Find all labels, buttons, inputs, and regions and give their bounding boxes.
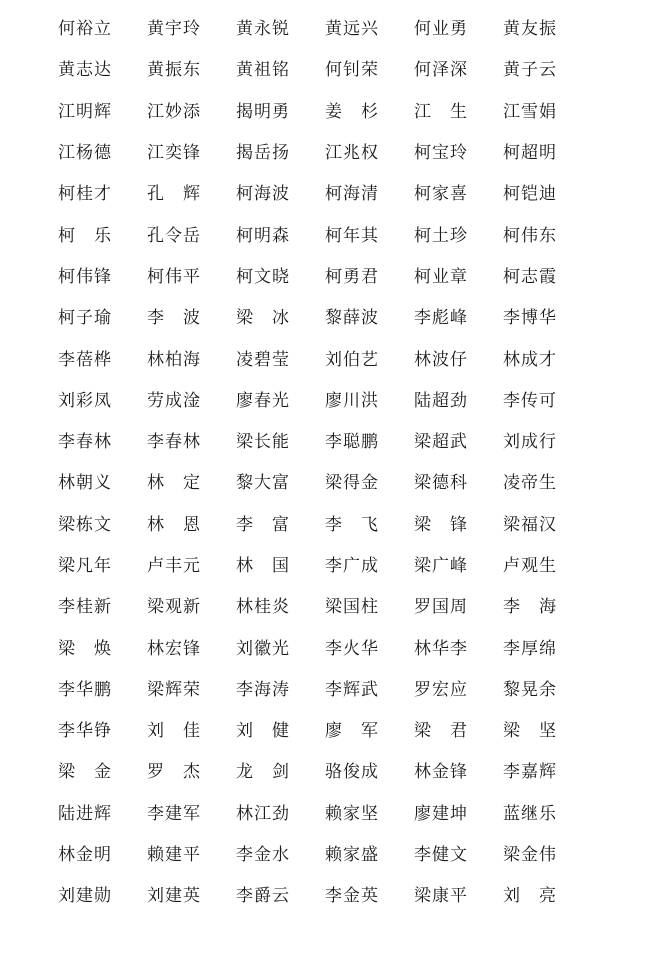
name-row [58,873,598,914]
person-name: 劳成淦 [147,390,201,411]
person-name: 蓝继乐 [503,803,557,824]
person-name: 梁福汉 [503,514,557,535]
person-name: 骆俊成 [325,762,379,783]
person-name: 刘 佳 [147,721,201,742]
person-name: 李 波 [147,308,201,329]
person-name: 梁长能 [236,432,290,453]
person-name: 揭岳扬 [236,143,290,164]
person-name: 梁栋文 [58,514,112,535]
person-name: 梁得金 [325,473,379,494]
person-name: 柯 乐 [58,225,112,246]
person-name: 江妙添 [147,101,201,122]
person-name: 黄振东 [147,60,201,81]
person-name: 梁凡年 [58,556,112,576]
name-row [58,502,598,543]
person-name: 黄祖铭 [236,60,290,81]
person-name: 梁超武 [414,432,468,453]
person-name: 林 恩 [147,514,201,535]
person-name: 江 生 [414,101,468,122]
name-list [58,6,598,915]
person-name: 江杨德 [58,143,112,164]
person-name: 赖家盛 [325,845,379,866]
person-name: 柯伟锋 [58,266,112,287]
person-name: 何钊荣 [325,60,379,81]
person-name: 黎晃余 [503,679,557,700]
person-name: 黄子云 [503,60,557,81]
person-name: 柯伟东 [503,225,557,246]
person-name: 廖 军 [325,721,379,742]
person-name: 刘建勋 [58,886,112,907]
person-name: 林成才 [503,349,557,370]
name-row [58,336,598,377]
person-name: 林宏锋 [147,638,201,659]
name-row [58,625,598,666]
name-row [58,130,598,171]
person-name: 李传可 [503,390,557,411]
person-name: 李博华 [503,308,557,329]
person-name: 江奕锋 [147,143,201,164]
person-name: 龙 剑 [236,762,290,783]
person-name: 林江劲 [236,803,290,824]
person-name: 黄远兴 [325,19,379,40]
name-row [58,378,598,419]
person-name: 李海涛 [236,679,290,700]
person-name: 梁 金 [58,762,112,783]
person-name: 李蓓桦 [58,349,112,370]
name-row [58,708,598,749]
person-name: 卢观生 [503,556,557,576]
person-name: 廖春光 [236,390,290,411]
name-row [58,295,598,336]
person-name: 何业勇 [414,19,468,40]
person-name: 黎大富 [236,473,290,494]
person-name: 梁 君 [414,721,468,742]
person-name: 刘徽光 [236,638,290,659]
person-name: 林华李 [414,638,468,659]
person-name: 姜 杉 [325,101,379,122]
person-name: 梁 锋 [414,514,468,535]
name-row [58,47,598,88]
person-name: 廖建坤 [414,803,468,824]
person-name: 李华鹏 [58,679,112,700]
person-name: 凌帝生 [503,473,557,494]
person-name: 罗 杰 [147,762,201,783]
person-name: 梁德科 [414,473,468,494]
person-name: 林桂炎 [236,597,290,618]
person-name: 李健文 [414,845,468,866]
person-name: 卢丰元 [147,556,201,576]
name-row [58,6,598,47]
name-row [58,543,598,584]
person-name: 陆超劲 [414,390,468,411]
person-name: 刘成行 [503,432,557,453]
person-name: 梁国柱 [325,597,379,618]
person-name: 柯文晓 [236,266,290,287]
person-name: 李 海 [503,597,557,618]
person-name: 李厚绵 [503,638,557,659]
person-name: 林金锋 [414,762,468,783]
person-name: 林 定 [147,473,201,494]
person-name: 刘彩凤 [58,390,112,411]
person-name: 林金明 [58,845,112,866]
person-name: 孔令岳 [147,225,201,246]
person-name: 黄志达 [58,60,112,81]
name-row [58,254,598,295]
person-name: 柯家喜 [414,184,468,205]
person-name: 黎薛波 [325,308,379,329]
person-name: 江兆权 [325,143,379,164]
person-name: 江雪娟 [503,101,557,122]
person-name: 黄永锐 [236,19,290,40]
person-name: 李聪鹏 [325,432,379,453]
person-name: 梁 冰 [236,308,290,329]
person-name: 李火华 [325,638,379,659]
person-name: 梁金伟 [503,845,557,866]
person-name: 林柏海 [147,349,201,370]
name-row [58,460,598,501]
person-name: 李春林 [147,432,201,453]
person-name: 柯年其 [325,225,379,246]
person-name: 黄友振 [503,19,557,40]
person-name: 罗国周 [414,597,468,618]
person-name: 柯业章 [414,266,468,287]
name-row [58,667,598,708]
name-row [58,419,598,460]
person-name: 刘伯艺 [325,349,379,370]
person-name: 李 富 [236,514,290,535]
person-name: 廖川洪 [325,390,379,411]
person-name: 李建军 [147,803,201,824]
person-name: 梁广峰 [414,556,468,576]
person-name: 江明辉 [58,101,112,122]
person-name: 刘 健 [236,721,290,742]
person-name: 林波仔 [414,349,468,370]
person-name: 柯铠迪 [503,184,557,205]
person-name: 梁 焕 [58,638,112,659]
person-name: 柯土珍 [414,225,468,246]
person-name: 柯明森 [236,225,290,246]
person-name: 李华铮 [58,721,112,742]
person-name: 赖建平 [147,845,201,866]
person-name: 柯宝玲 [414,143,468,164]
person-name: 刘建英 [147,886,201,907]
person-name: 李广成 [325,556,379,576]
name-row [58,791,598,832]
name-row [58,832,598,873]
person-name: 李彪峰 [414,308,468,329]
person-name: 柯志霞 [503,266,557,287]
person-name: 凌碧莹 [236,349,290,370]
name-row [58,749,598,790]
person-name: 罗宏应 [414,679,468,700]
person-name: 李 飞 [325,514,379,535]
person-name: 柯子瑜 [58,308,112,329]
person-name: 黄宇玲 [147,19,201,40]
person-name: 何泽深 [414,60,468,81]
person-name: 孔 辉 [147,184,201,205]
person-name: 揭明勇 [236,101,290,122]
person-name: 李金英 [325,886,379,907]
person-name: 梁 坚 [503,721,557,742]
name-row [58,584,598,625]
person-name: 柯桂才 [58,184,112,205]
person-name: 刘 亮 [503,886,557,907]
person-name: 柯海波 [236,184,290,205]
person-name: 梁辉荣 [147,679,201,700]
name-row [58,89,598,130]
name-row [58,212,598,253]
person-name: 柯超明 [503,143,557,164]
person-name: 柯勇君 [325,266,379,287]
person-name: 何裕立 [58,19,112,40]
person-name: 林 国 [236,556,290,576]
person-name: 陆进辉 [58,803,112,824]
person-name: 梁观新 [147,597,201,618]
person-name: 李桂新 [58,597,112,618]
person-name: 梁康平 [414,886,468,907]
person-name: 柯伟平 [147,266,201,287]
person-name: 林朝义 [58,473,112,494]
person-name: 李春林 [58,432,112,453]
person-name: 李辉武 [325,679,379,700]
person-name: 李嘉辉 [503,762,557,783]
person-name: 柯海清 [325,184,379,205]
person-name: 李爵云 [236,886,290,907]
person-name: 李金水 [236,845,290,866]
name-row [58,171,598,212]
person-name: 赖家坚 [325,803,379,824]
